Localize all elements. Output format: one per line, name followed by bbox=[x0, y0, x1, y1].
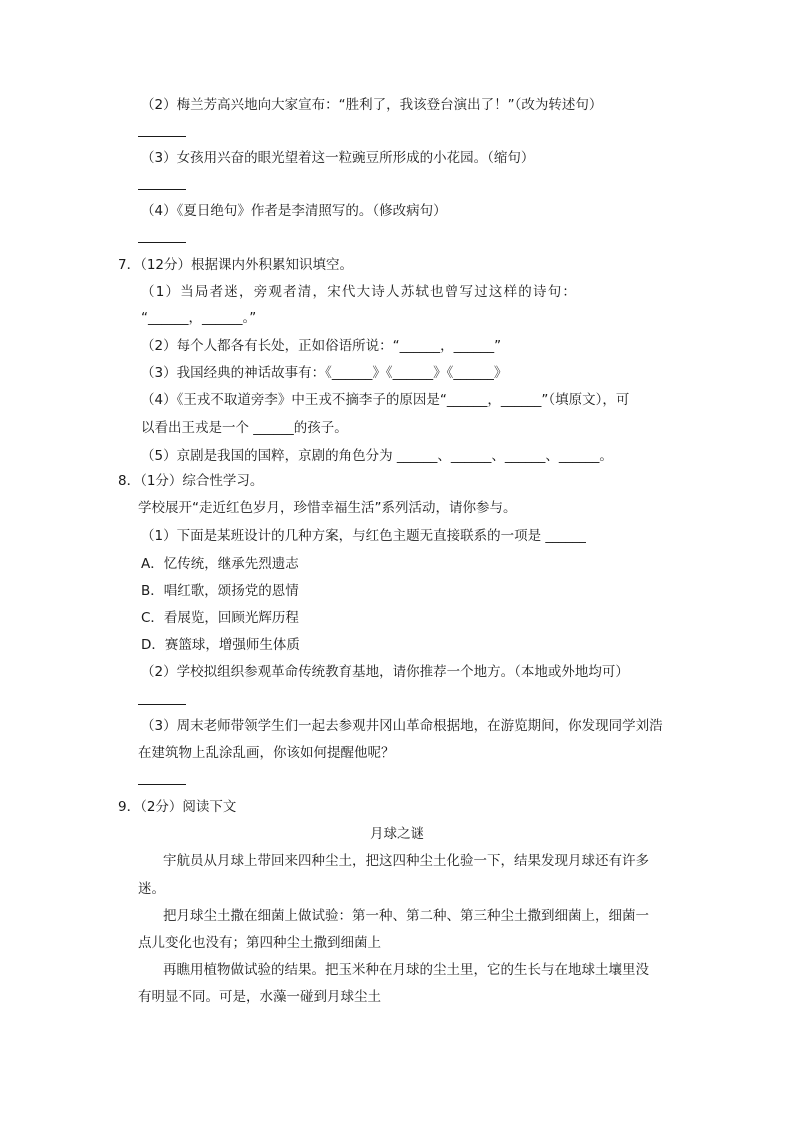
passage-para-3-line-a: 再瞧用植物做试验的结果。把玉米种在月球的尘土里，它的生长与在地球土壤里没 bbox=[163, 962, 649, 978]
q7-item-1-line-a: （1）当局者迷，旁观者清，宋代大诗人苏轼也曾写过这样的诗句： bbox=[141, 284, 578, 300]
q8-item-2: （2）学校拟组织参观革命传统教育基地，请你推荐一个地方。（本地或外地均可） bbox=[141, 664, 629, 680]
passage-para-1-line-a: 宇航员从月球上带回来四种尘土，把这四种尘土化验一下，结果发现月球还有许多 bbox=[163, 853, 649, 869]
question-8-heading: 8．（1分）综合性学习。 bbox=[118, 473, 264, 489]
question-7-heading: 7．（12分）根据课内外积累知识填空。 bbox=[118, 257, 354, 273]
q8-item-3-line-a: （3）周末老师带领学生们一起去参观井冈山革命根据地，在游览期间，你发现同学刘浩 bbox=[141, 718, 663, 734]
passage-para-2-line-a: 把月球尘土撒在细菌上做试验：第一种、第二种、第三种尘土撒到细菌上，细菌一 bbox=[163, 908, 649, 924]
q7-item-3: （3）我国经典的神话故事有：《______》《______》《______》 bbox=[141, 365, 508, 381]
answer-blank bbox=[138, 189, 186, 190]
q8-item-1: （1）下面是某班设计的几种方案，与红色主题无直接联系的一项是 ______ bbox=[141, 528, 586, 544]
q8-intro: 学校展开“走近红色岁月，珍惜幸福生活”系列活动，请你参与。 bbox=[138, 500, 517, 516]
q8-option-c: C．看展览，回顾光辉历程 bbox=[141, 610, 299, 626]
answer-blank bbox=[138, 784, 186, 785]
passage-para-1-line-b: 迷。 bbox=[138, 881, 165, 897]
q8-option-d: D．赛篮球，增强师生体质 bbox=[141, 637, 300, 653]
q8-option-a: A．忆传统，继承先烈遗志 bbox=[141, 556, 299, 572]
question-9-heading: 9．（2分）阅读下文 bbox=[118, 799, 237, 815]
answer-blank bbox=[138, 704, 186, 705]
passage-para-2-line-b: 点儿变化也没有；第四种尘土撒到细菌上 bbox=[138, 935, 381, 951]
line-q6-2: （2）梅兰芳高兴地向大家宣布：“胜利了，我该登台演出了！”（改为转述句） bbox=[141, 97, 603, 113]
q8-option-b: B．唱红歌，颂扬党的恩情 bbox=[141, 583, 299, 599]
q7-item-2: （2）每个人都各有长处，正如俗语所说：“______，______” bbox=[141, 338, 502, 354]
line-q6-4: （4）《夏日绝句》作者是李清照写的。（修改病句） bbox=[141, 203, 447, 219]
q8-item-3-line-b: 在建筑物上乱涂乱画，你该如何提醒他呢？ bbox=[138, 745, 395, 761]
passage-para-3-line-b: 有明显不同。可是，水藻一碰到月球尘土 bbox=[138, 989, 381, 1005]
q7-item-5: （5）京剧是我国的国粹，京剧的角色分为 ______、______、______、______。 bbox=[141, 448, 613, 464]
q7-item-1-line-b: “______，______。” bbox=[141, 310, 257, 326]
q7-item-4-line-a: （4）《王戎不取道旁李》中王戎不摘李子的原因是“______，______”（填原文），可 bbox=[141, 392, 630, 408]
q7-item-4-line-b: 以看出王戎是一个 ______的孩子。 bbox=[141, 420, 348, 436]
line-q6-3: （3）女孩用兴奋的眼光望着这一粒豌豆所形成的小花园。（缩句） bbox=[141, 150, 535, 166]
passage-title: 月球之谜 bbox=[370, 826, 424, 842]
answer-blank bbox=[138, 242, 186, 243]
answer-blank bbox=[138, 136, 186, 137]
